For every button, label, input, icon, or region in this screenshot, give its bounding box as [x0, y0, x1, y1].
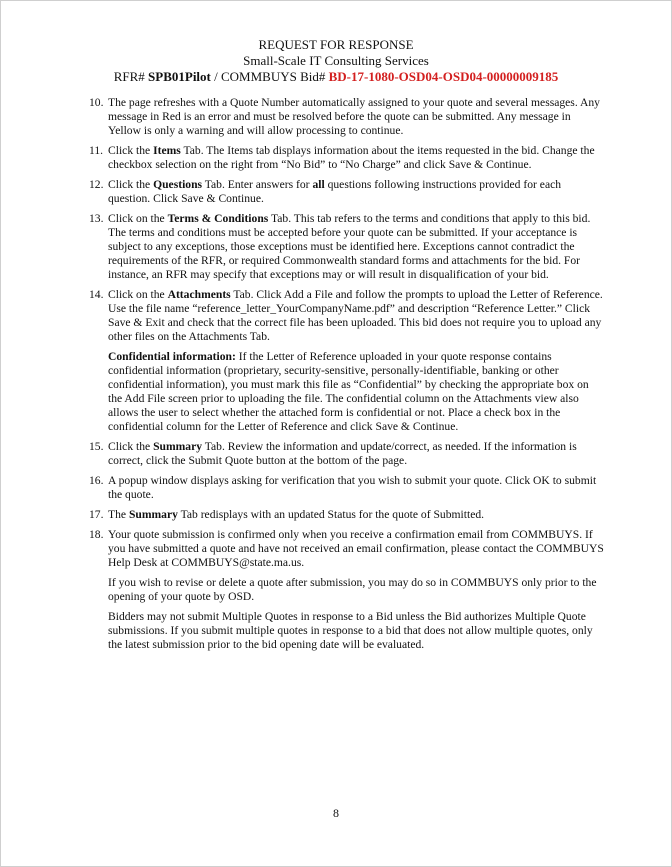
confidential-information-note: Confidential information: If the Letter of Reference uploaded in your quote response contains confidential information (proprietary, security-sensitive, personally-identifiable, banking or other confidential information), you must mark this file as “Confidential” by checking the appropriate box on the Add File screen prior to uploading the file. The confidential column on the Attachments view also allows the user to select whether the attached form is confidential or not. Place a check box in the confidential column for the Letter of Reference and click Save & Continue. [108, 350, 589, 433]
step-text: Click the Summary Tab. Review the information and update/correct, as needed. If the information is correct, click the Submit Quote button at the bottom of the page. [108, 440, 577, 467]
step-number: 16. [89, 474, 104, 487]
step-number: 11. [89, 144, 104, 157]
step-12 [89, 178, 605, 206]
header-subtitle: Small-Scale IT Consulting Services [243, 53, 429, 68]
step-text: Your quote submission is confirmed only when you receive a confirmation email from COMMBUYS. If you have submitted a quote and have not received an email confirmation, please contact the COMMBUYS Help Desk at COMMBUYS@state.ma.us. [108, 528, 604, 569]
step-text: The page refreshes with a Quote Number automatically assigned to your quote and several messages. Any message in Red is an error and must be resolved before the quote can be submitted. Any message in Yellow is only a warning and will allow processing to continue. [108, 96, 600, 137]
multiple-quotes-note: Bidders may not submit Multiple Quotes in response to a Bid unless the Bid authorizes Multiple Quote submissions. If you submit multiple quotes in response to a bid that does not allow multiple quotes, only the latest submission prior to the bid opening date will be evaluated. [108, 610, 593, 651]
step-14 [89, 288, 605, 434]
step-number: 15. [89, 440, 104, 453]
step-number: 12. [89, 178, 104, 191]
bid-number: BD-17-1080-OSD04-OSD04-00000009185 [328, 69, 559, 84]
step-number: 17. [89, 508, 104, 521]
step-13 [89, 212, 605, 282]
step-text: Click the Items Tab. The Items tab displays information about the items requested in the bid. Change the checkbox selection on the right from “No Bid” to “No Charge” and click Save & Continue. [108, 144, 595, 171]
step-text: Click the Questions Tab. Enter answers for all questions following instructions provided for each question. Click Save & Continue. [108, 178, 562, 205]
step-text: Click on the Terms & Conditions Tab. This tab refers to the terms and conditions that apply to this bid. The terms and conditions must be accepted before your quote can be submitted. If your acceptance is subject to any exceptions, those exceptions must be identified here. Exceptions cannot contradict the requirements of the RFR, or required Commonwealth standard forms and attachments for the bid. For instance, an RFR may specify that exceptions may or will result in disqualification of your bid. [108, 212, 591, 281]
step-number: 14. [89, 288, 104, 301]
header-title: REQUEST FOR RESPONSE [258, 37, 414, 52]
bid-prefix: / COMMBUYS Bid# [210, 69, 329, 84]
step-text: A popup window displays asking for verification that you wish to submit your quote. Click OK to submit the quote. [108, 474, 597, 501]
page-number: 8 [333, 806, 339, 820]
rfr-prefix: RFR# [113, 69, 149, 84]
instruction-list [89, 96, 605, 658]
step-10 [89, 96, 605, 138]
step-number: 13. [89, 212, 104, 225]
header-reference-line [0, 69, 672, 85]
document-header [0, 37, 672, 85]
step-18 [89, 528, 605, 652]
step-16 [89, 474, 605, 502]
step-number: 18. [89, 528, 104, 541]
rfr-number: SPB01Pilot [148, 69, 211, 84]
step-15 [89, 440, 605, 468]
revise-quote-note: If you wish to revise or delete a quote after submission, you may do so in COMMBUYS only prior to the opening of your quote by OSD. [108, 576, 597, 603]
step-17 [89, 508, 605, 522]
step-text: The Summary Tab redisplays with an updated Status for the quote of Submitted. [108, 508, 485, 521]
step-number: 10. [89, 96, 104, 109]
step-11 [89, 144, 605, 172]
step-text: Click on the Attachments Tab. Click Add a File and follow the prompts to upload the Letter of Reference. Use the file name “reference_letter_YourCompanyName.pdf” and description “Reference Letter.” Click Save & Exit and check that the correct file has been uploaded. This bid does not require you to upload any other files on the Attachments Tab. [108, 288, 603, 343]
